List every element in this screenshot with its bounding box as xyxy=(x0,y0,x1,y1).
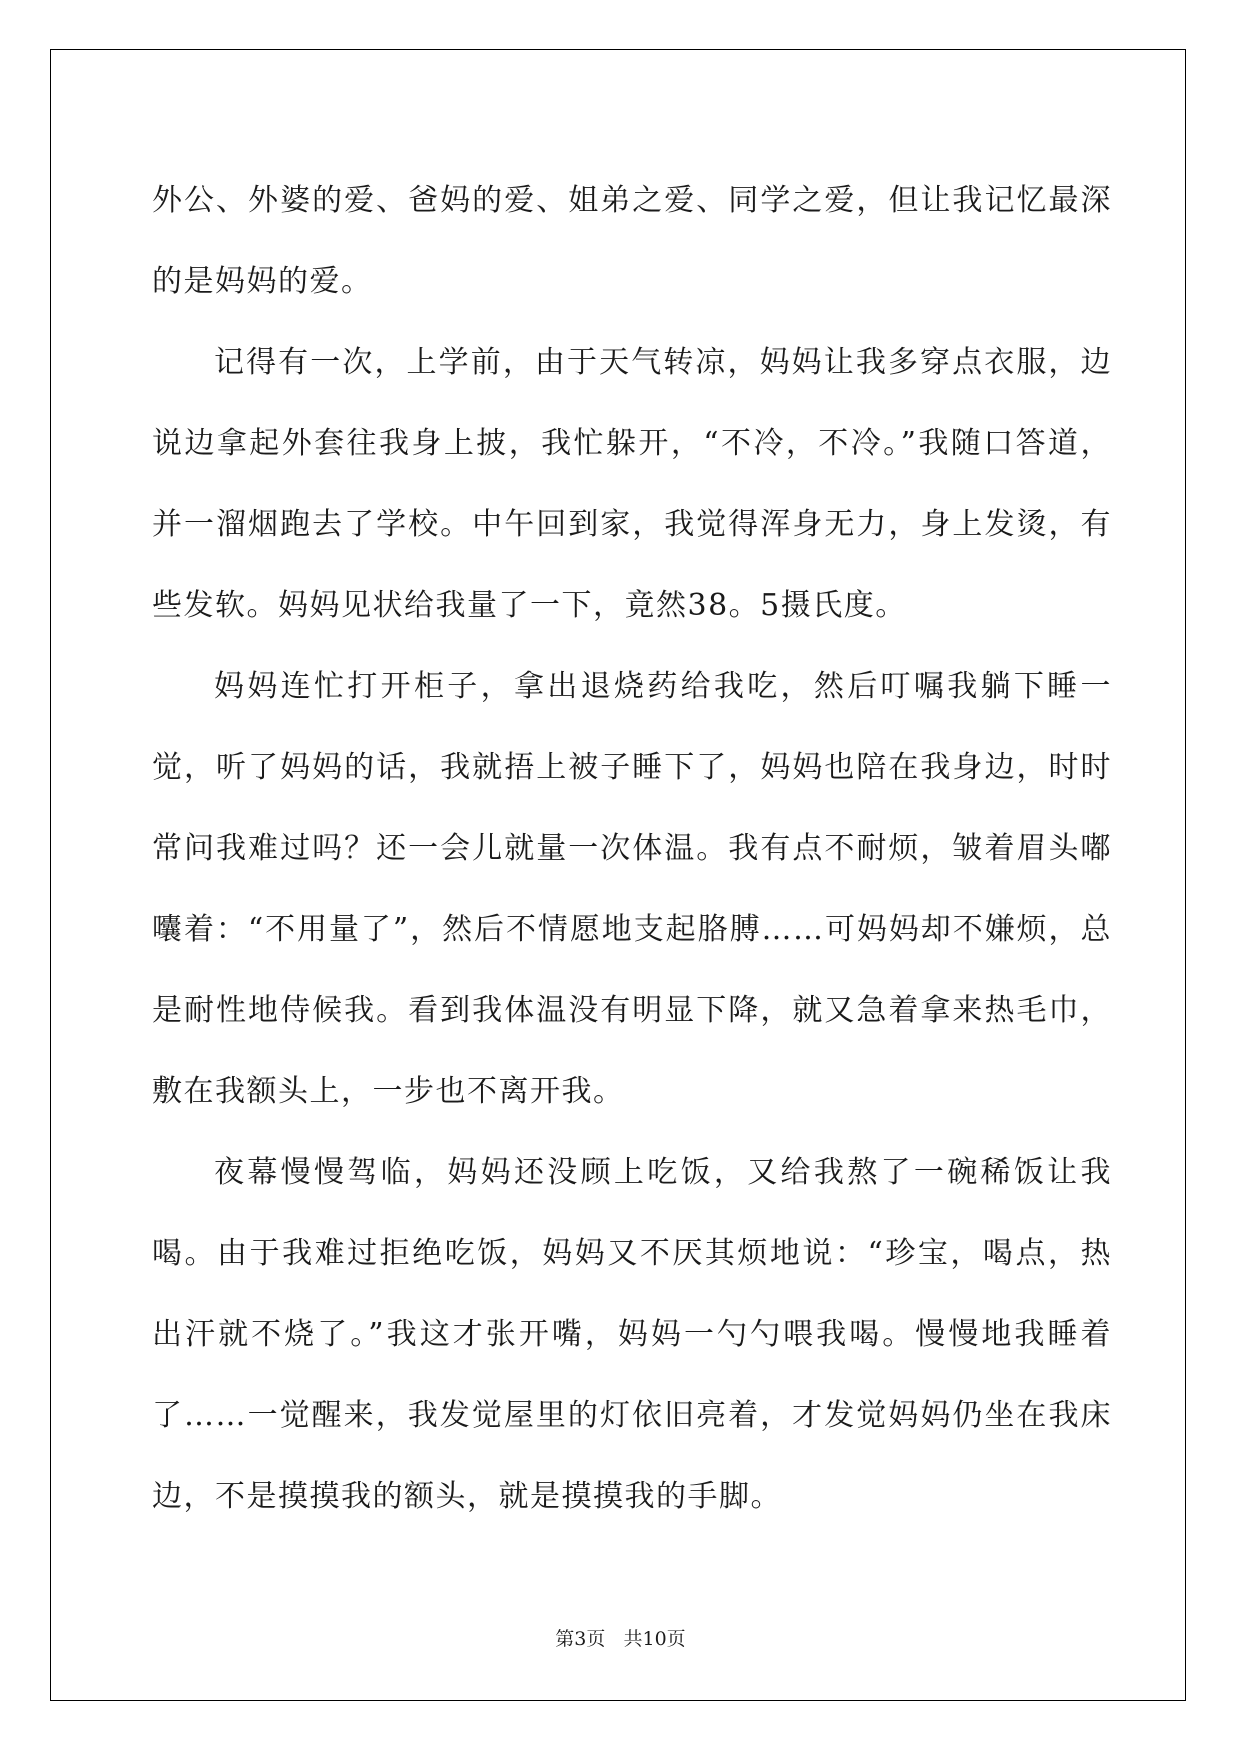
paragraph-1: 外公、外婆的爱、爸妈的爱、姐弟之爱、同学之爱，但让我记忆最深的是妈妈的爱。 xyxy=(152,183,1112,299)
paragraph-2: 记得有一次，上学前，由于天气转凉，妈妈让我多穿点衣服，边说边拿起外套往我身上披，我忙躲开，“不冷，不冷。”我随口答道，并一溜烟跑去了学校。中午回到家，我觉得浑身无力，身上发烫，有些发软。妈妈见状给我量了一下，竟然38。5摄氏度。 xyxy=(152,345,1112,623)
document-body xyxy=(152,160,1112,1537)
page-footer: 第3页 共10页 xyxy=(555,1628,686,1650)
paragraph-3: 妈妈连忙打开柜子，拿出退烧药给我吃，然后叮嘱我躺下睡一觉，听了妈妈的话，我就捂上被子睡下了，妈妈也陪在我身边，时时常问我难过吗？还一会儿就量一次体温。我有点不耐烦，皱着眉头嘟囔着：“不用量了”，然后不情愿地支起胳膊……可妈妈却不嫌烦，总是耐性地侍候我。看到我体温没有明显下降，就又急着拿来热毛巾，敷在我额头上，一步也不离开我。 xyxy=(152,669,1112,1109)
paragraph-4: 夜幕慢慢驾临，妈妈还没顾上吃饭，又给我熬了一碗稀饭让我喝。由于我难过拒绝吃饭，妈妈又不厌其烦地说：“珍宝，喝点，热出汗就不烧了。”我这才张开嘴，妈妈一勺勺喂我喝。慢慢地我睡着了……一觉醒来，我发觉屋里的灯依旧亮着，才发觉妈妈仍坐在我床边，不是摸摸我的额头，就是摸摸我的手脚。 xyxy=(152,1155,1112,1514)
